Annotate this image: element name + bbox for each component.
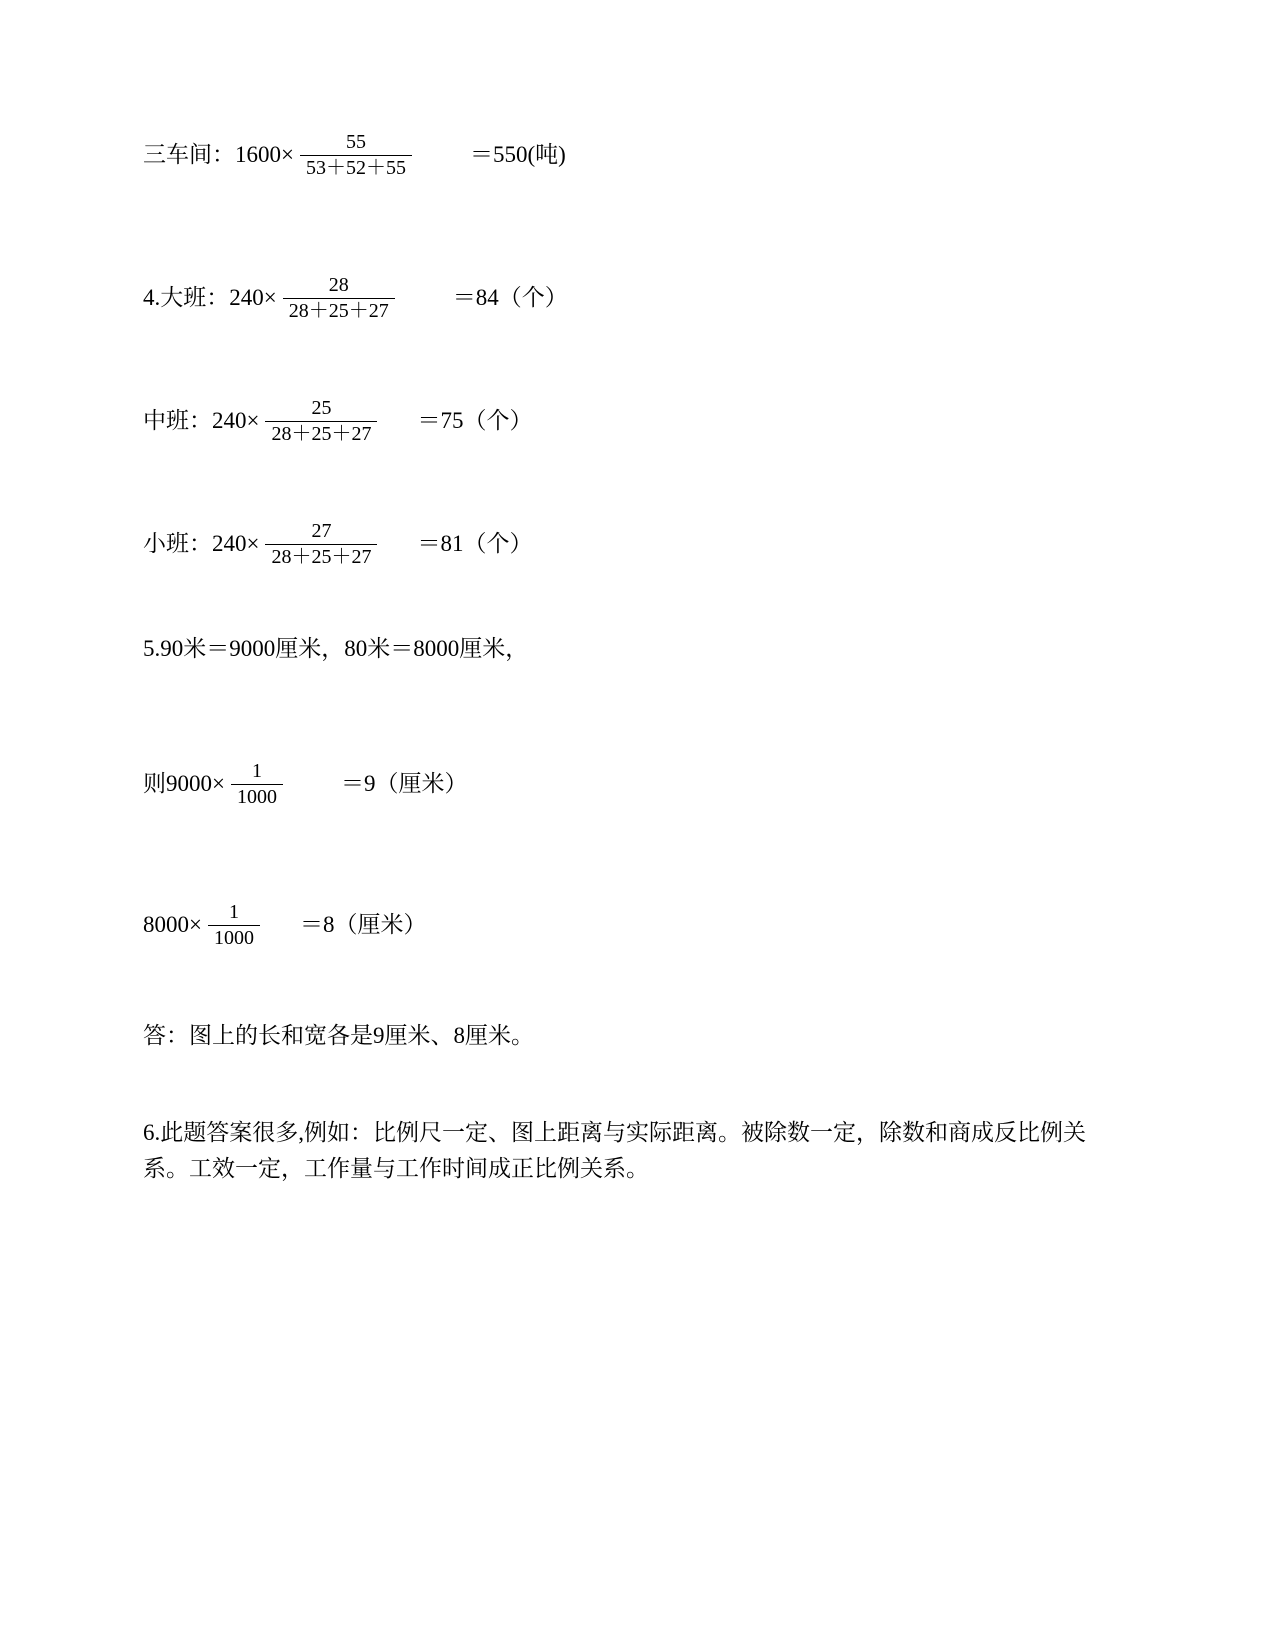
fraction-numerator: 1 xyxy=(251,759,262,782)
fraction xyxy=(231,759,283,810)
fraction xyxy=(300,130,412,181)
equation-prefix: 三车间：1600× xyxy=(143,142,294,168)
equation-prefix: 则9000× xyxy=(143,770,225,796)
equation-line-small-class xyxy=(143,519,1133,570)
equation-line-big-class xyxy=(143,273,1133,324)
answer-text: 答：图上的长和宽各是9厘米、8厘米。 xyxy=(143,1022,534,1048)
fraction-denominator: 28＋25＋27 xyxy=(265,421,377,447)
explanation-paragraph: 6.此题答案很多,例如：比例尺一定、图上距离与实际距离。被除数一定，除数和商成反比例关系。工效一定，工作量与工作时间成正比例关系。 xyxy=(143,1120,1086,1181)
fraction-denominator: 28＋25＋27 xyxy=(283,298,395,324)
unit-conversion-text: 5.90米＝9000厘米，80米＝8000厘米， xyxy=(143,636,529,661)
answer-line xyxy=(143,1019,1133,1054)
equation-line-workshop-three xyxy=(143,130,1133,181)
fraction xyxy=(265,519,377,570)
equation-suffix: ＝81（个） xyxy=(417,531,533,557)
fraction xyxy=(283,273,395,324)
equation-prefix: 中班：240× xyxy=(143,408,260,434)
fraction-numerator: 1 xyxy=(228,900,239,923)
equation-suffix: ＝75（个） xyxy=(417,408,533,434)
fraction xyxy=(208,900,260,951)
fraction-numerator: 27 xyxy=(311,520,332,542)
equation-suffix: ＝84（个） xyxy=(452,285,568,311)
equation-line-middle-class xyxy=(143,396,1133,447)
equation-prefix: 8000× xyxy=(143,911,202,937)
equation-prefix: 4.大班：240× xyxy=(143,285,277,311)
equation-suffix: ＝550(吨) xyxy=(469,142,566,168)
equation-line-width-scale xyxy=(143,900,1133,951)
fraction-denominator: 28＋25＋27 xyxy=(265,544,377,570)
fraction-denominator: 53＋52＋55 xyxy=(300,155,412,181)
document-content xyxy=(143,130,1133,1186)
fraction-numerator: 28 xyxy=(328,274,349,296)
fraction-denominator: 1000 xyxy=(208,925,260,951)
fraction-numerator: 55 xyxy=(345,131,366,153)
fraction xyxy=(265,396,377,447)
equation-prefix: 小班：240× xyxy=(143,531,260,557)
fraction-numerator: 25 xyxy=(311,397,332,419)
equation-line-length-scale xyxy=(143,759,1133,810)
equation-suffix: ＝8（厘米） xyxy=(299,911,427,937)
unit-conversion-line xyxy=(143,632,1133,667)
fraction-denominator: 1000 xyxy=(231,784,283,810)
equation-suffix: ＝9（厘米） xyxy=(340,770,468,796)
